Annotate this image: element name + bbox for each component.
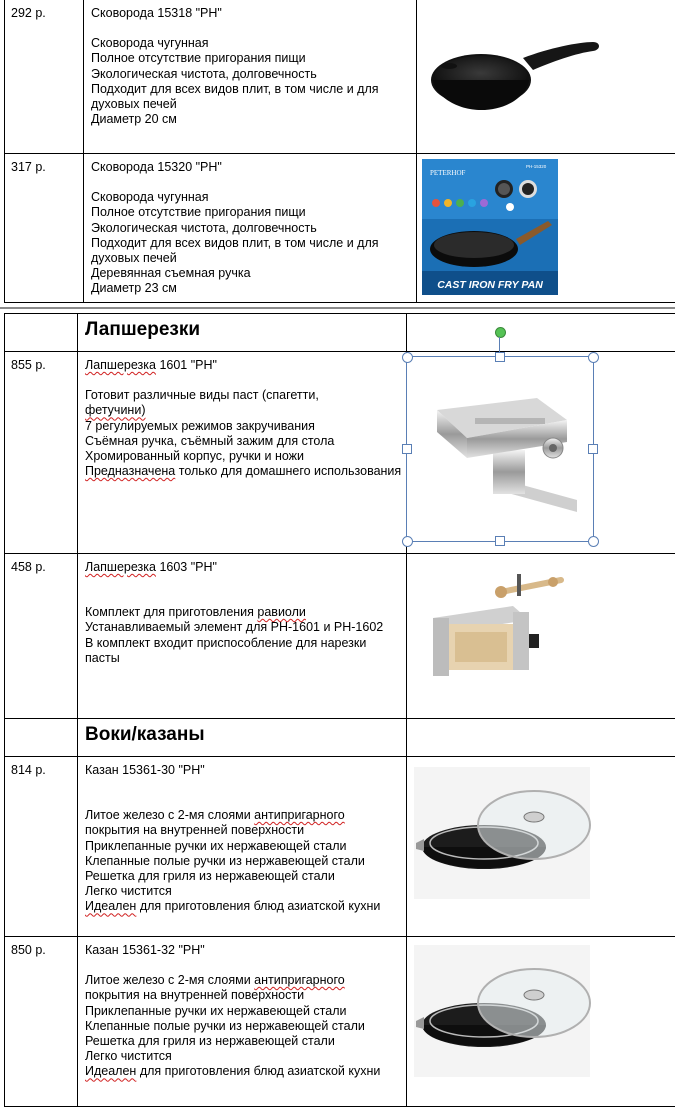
feature-line: Полное отсутствие пригорания пищи (91, 51, 412, 66)
product-title: Сковорода 15318 "PH" (91, 6, 412, 21)
resize-handle-bottom[interactable] (495, 536, 505, 546)
wok-with-lid-image[interactable] (412, 765, 592, 905)
feature-line: Хромированный корпус, ручки и ножи (85, 449, 402, 464)
image-cell[interactable] (417, 0, 675, 154)
feature-line: Решетка для гриля из нержавеющей стали (85, 1034, 402, 1049)
feature-line: Деревянная съемная ручка (91, 266, 412, 281)
price-cell: 292 р. (5, 0, 84, 154)
box-brand: PETERHOF (430, 169, 466, 177)
box-caption: CAST IRON FRY PAN (437, 279, 543, 291)
feature-line: Предназначена только для домашнего использования (85, 464, 402, 479)
feature-line: В комплект входит приспособление для нарезки пасты (85, 636, 402, 666)
feature-line: Подходит для всех видов плит, в том числе и для духовых печей (91, 236, 412, 266)
description-cell[interactable] (78, 757, 407, 937)
image-selection-frame[interactable] (406, 356, 594, 542)
feature-line: Экологическая чистота, долговечность (91, 67, 412, 82)
feature-line: Сковорода чугунная (91, 190, 412, 205)
table-row (5, 757, 675, 937)
feature-line: Комплект для приготовления равиоли (85, 605, 402, 620)
product-title: Казан 15361-30 "PH" (85, 763, 402, 778)
description-cell[interactable] (84, 0, 417, 154)
image-cell[interactable] (407, 554, 675, 719)
price-cell: 317 р. (5, 154, 84, 303)
cast-iron-skillet-image[interactable] (429, 34, 609, 124)
feature-line: Экологическая чистота, долговечность (91, 221, 412, 236)
feature-line: Легко чистится (85, 1049, 402, 1064)
price-cell: 814 р. (5, 757, 78, 937)
description-cell[interactable] (78, 554, 407, 719)
feature-line: Сковорода чугунная (91, 36, 412, 51)
feature-line: Литое железо с 2-мя слоями антипригарного покрытия на внутренней поверхности (85, 808, 402, 838)
price-cell: 855 р. (5, 352, 78, 554)
table-row (5, 154, 675, 303)
feature-line: Приклепанные ручки их нержавеющей стали (85, 1004, 402, 1019)
product-title: Сковорода 15320 "PH" (91, 160, 412, 175)
section-heading-wok: Воки/казаны (78, 719, 407, 757)
feature-line: Съёмная ручка, съёмный зажим для стола (85, 434, 402, 449)
price-cell: 458 р. (5, 554, 78, 719)
description-cell[interactable] (78, 352, 407, 554)
section-header-row (5, 314, 675, 352)
ravioli-attachment-image[interactable] (425, 572, 575, 682)
feature-line: Приклепанные ручки их нержавеющей стали (85, 839, 402, 854)
page-separator (0, 307, 675, 309)
product-title: Лапшерезка 1601 "PH" (85, 358, 402, 373)
wok-with-lid-image[interactable] (412, 943, 592, 1083)
box-code: PH-15320 (526, 164, 547, 169)
image-cell[interactable] (407, 937, 675, 1107)
feature-line: Подходит для всех видов плит, в том числе и для духовых печей (91, 82, 412, 112)
fry-pan-box-image[interactable] (422, 159, 558, 295)
products-table-top (4, 0, 675, 303)
resize-handle-top-right[interactable] (588, 352, 599, 363)
feature-line: Легко чистится (85, 884, 402, 899)
feature-line: Идеален для приготовления блюд азиатской кухни (85, 899, 402, 914)
description-cell[interactable] (84, 154, 417, 303)
feature-line: Готовит различные виды паст (спагетти, фетучини) (85, 388, 402, 418)
table-row (5, 554, 675, 719)
resize-handle-top-left[interactable] (402, 352, 413, 363)
image-cell[interactable] (417, 154, 675, 303)
resize-handle-left[interactable] (402, 444, 412, 454)
feature-line: Литое железо с 2-мя слоями антипригарного покрытия на внутренней поверхности (85, 973, 402, 1003)
image-cell[interactable] (407, 757, 675, 937)
feature-line: Диаметр 23 см (91, 281, 412, 296)
feature-line: Устанавливаемый элемент для РН-1601 и РН-1602 (85, 620, 402, 635)
feature-line: Клепанные полые ручки из нержавеющей стали (85, 854, 402, 869)
resize-handle-bottom-left[interactable] (402, 536, 413, 547)
rotate-handle[interactable] (495, 327, 506, 338)
price-cell: 850 р. (5, 937, 78, 1107)
section-header-row (5, 719, 675, 757)
feature-line: 7 регулируемых режимов закручивания (85, 419, 402, 434)
product-title: Лапшерезка 1603 "PH" (85, 560, 402, 575)
section-heading-pasta: Лапшерезки (78, 314, 407, 352)
table-row (5, 0, 675, 154)
product-title: Казан 15361-32 "PH" (85, 943, 402, 958)
table-row (5, 937, 675, 1107)
resize-handle-top[interactable] (495, 352, 505, 362)
description-cell[interactable] (78, 937, 407, 1107)
feature-line: Идеален для приготовления блюд азиатской кухни (85, 1064, 402, 1079)
feature-line: Диаметр 20 см (91, 112, 412, 127)
feature-line: Клепанные полые ручки из нержавеющей стали (85, 1019, 402, 1034)
resize-handle-right[interactable] (588, 444, 598, 454)
resize-handle-bottom-right[interactable] (588, 536, 599, 547)
feature-line: Полное отсутствие пригорания пищи (91, 205, 412, 220)
feature-line: Решетка для гриля из нержавеющей стали (85, 869, 402, 884)
